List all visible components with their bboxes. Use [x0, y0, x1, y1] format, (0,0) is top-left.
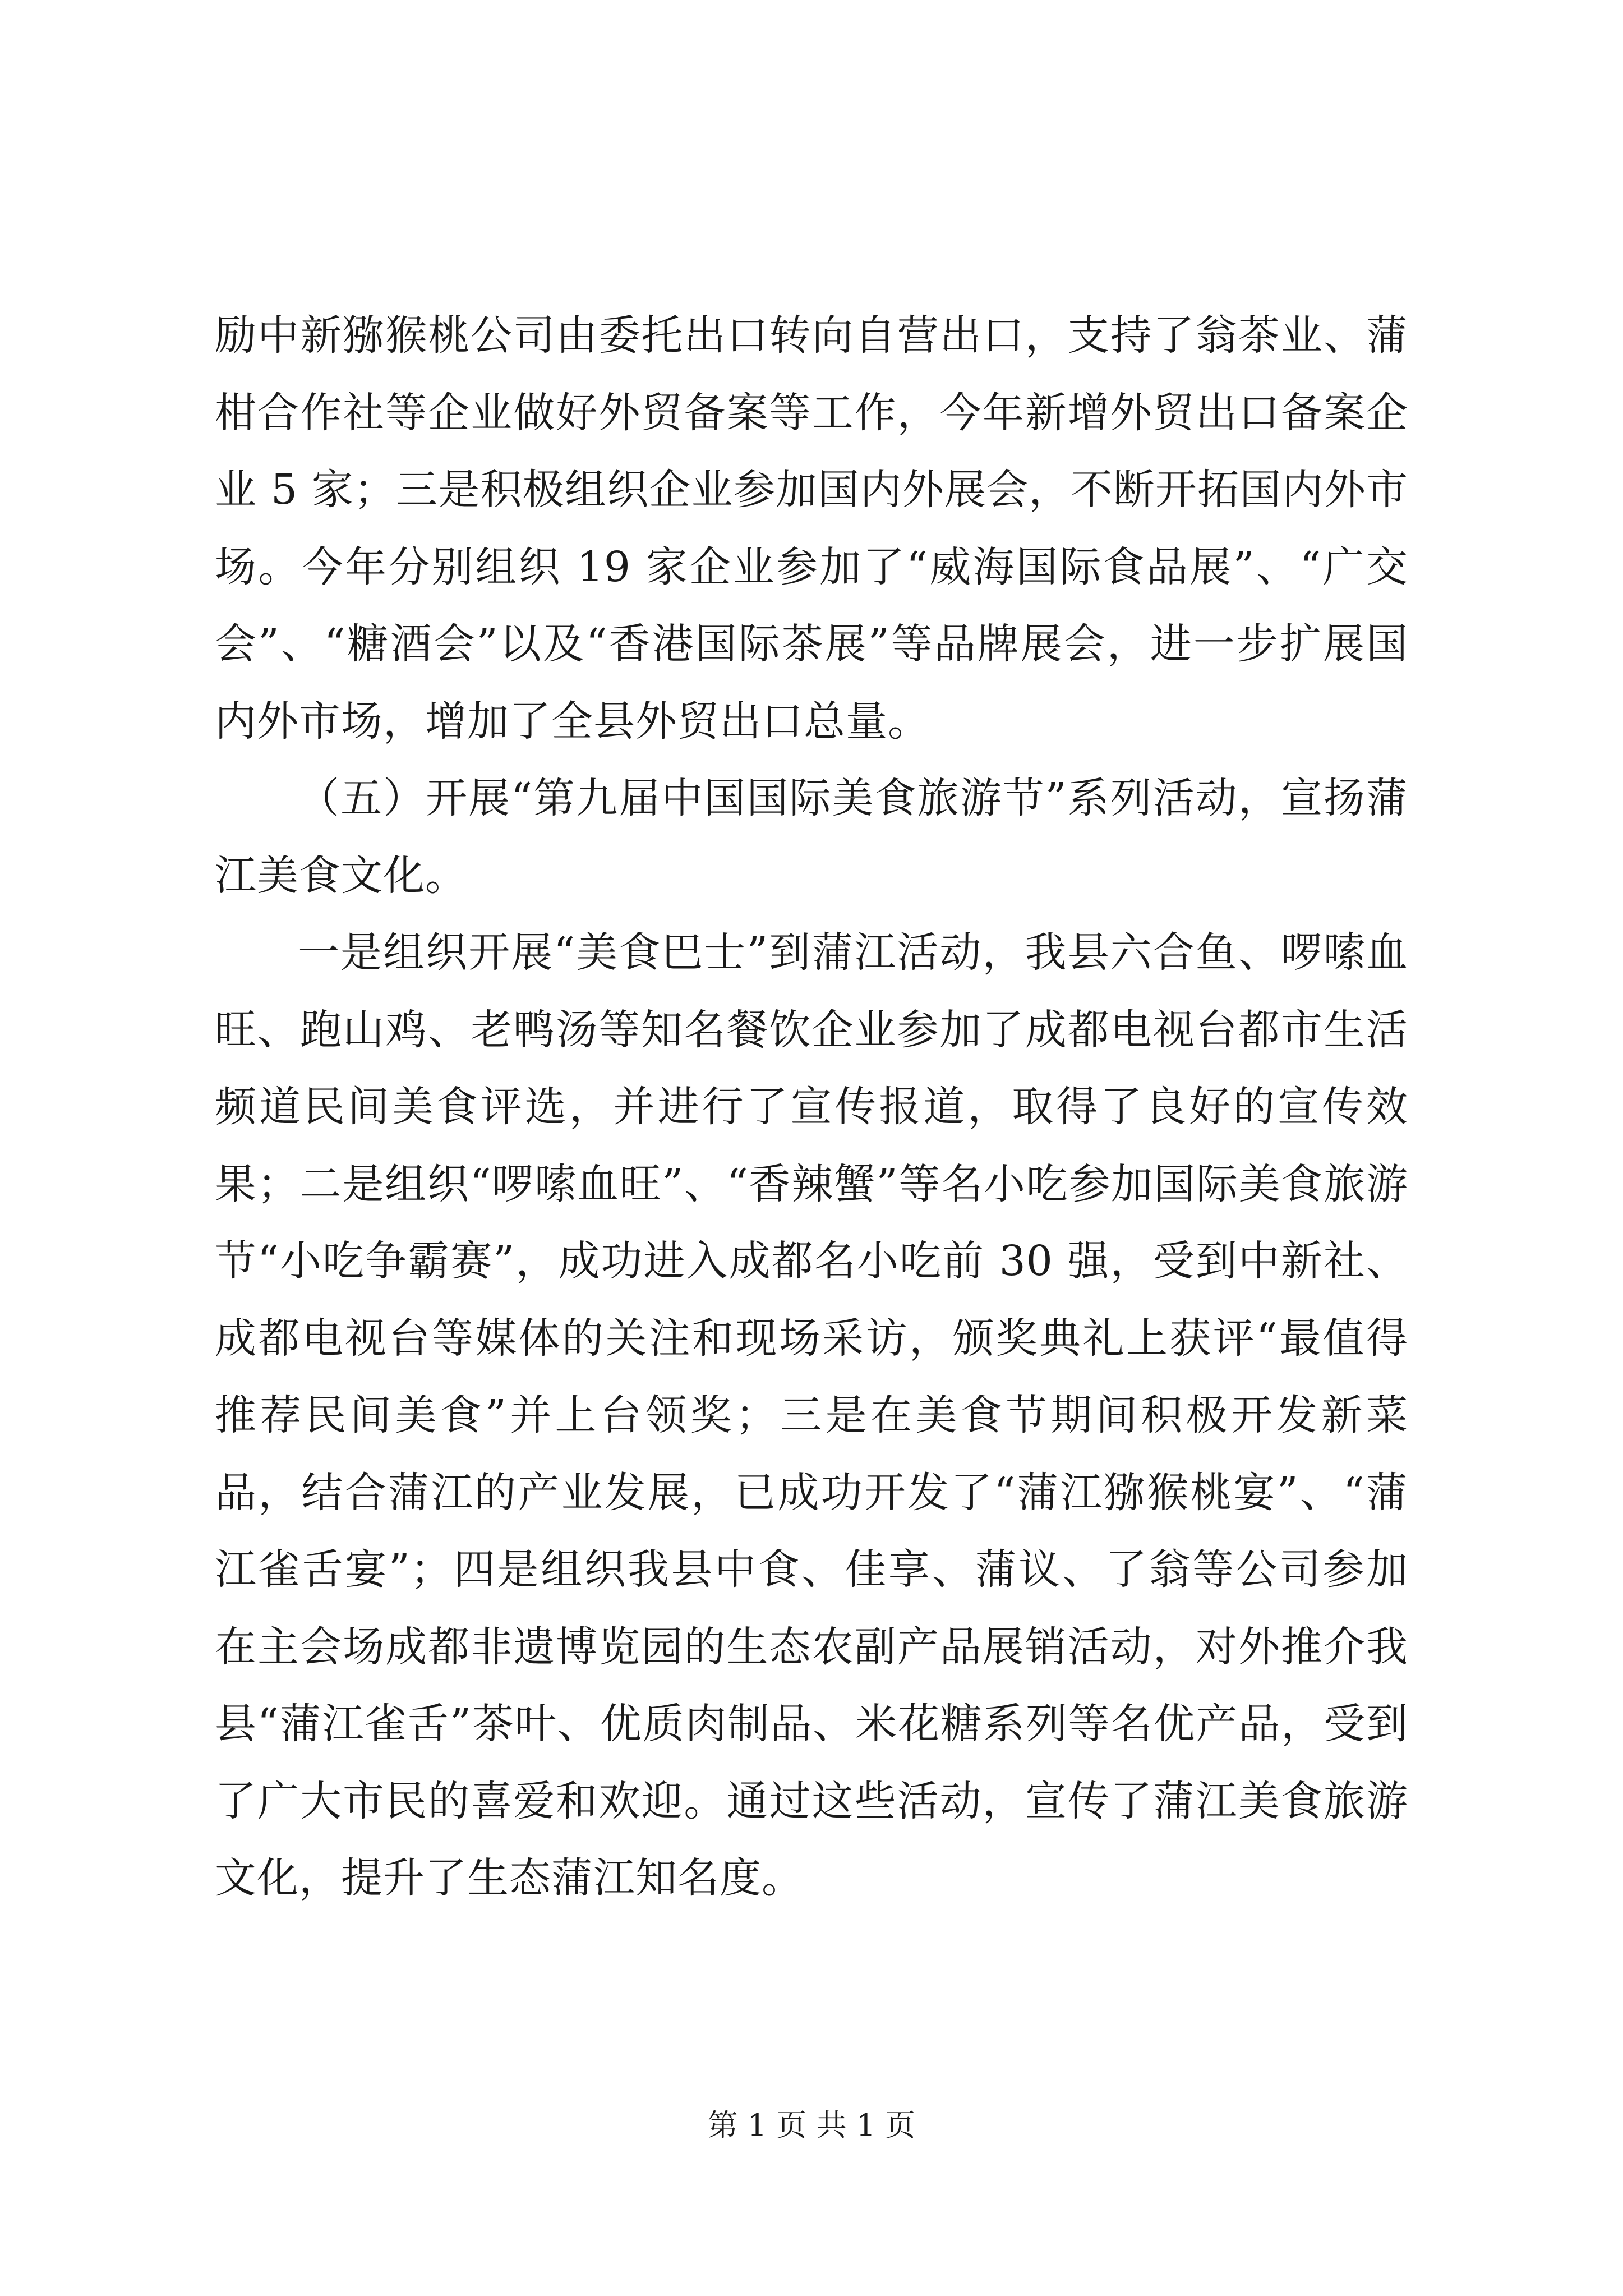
body-text [215, 297, 1408, 1917]
paragraph-export-support: 励中新猕猴桃公司由委托出口转向自营出口，支持了翁茶业、蒲柑合作社等企业做好外贸备案等工作，今年新增外贸出口备案企业 5 家；三是积极组织企业参加国内外展会，不断开拓国内外市场。今年分别组织 19 家企业参加了“威海国际食品展”、“广交会”、“糖酒会”以及“香港国际茶展”等品牌展会，进一步扩展国内外市场，增加了全县外贸出口总量。 [215, 311, 1408, 746]
paragraph-food-festival-activities: 一是组织开展“美食巴士”到蒲江活动，我县六合鱼、啰嗦血旺、跑山鸡、老鸭汤等知名餐饮企业参加了成都电视台都市生活频道民间美食评选，并进行了宣传报道，取得了良好的宣传效果；二是组织“啰嗦血旺”、“香辣蟹”等名小吃参加国际美食旅游节“小吃争霸赛”，成功进入成都名小吃前 30 强，受到中新社、成都电视台等媒体的关注和现场采访，颁奖典礼上获评“最值得推荐民间美食”并上台领奖；三是在美食节期间积极开发新菜品，结合蒲江的产业发展，已成功开发了“蒲江猕猴桃宴”、“蒲江雀舌宴”；四是组织我县中食、佳享、蒲议、了翁等公司参加在主会场成都非遗博览园的生态农副产品展销活动，对外推介我县“蒲江雀舌”茶叶、优质肉制品、米花糖系列等名优产品，受到了广大市民的喜爱和欢迎。通过这些活动，宣传了蒲江美食旅游文化，提升了生态蒲江知名度。 [215, 928, 1408, 1902]
page-footer: 第 1 页 共 1 页 [707, 2108, 916, 2143]
paragraph-heading-food-festival: （五）开展“第九届中国国际美食旅游节”系列活动，宣扬蒲江美食文化。 [215, 774, 1408, 900]
